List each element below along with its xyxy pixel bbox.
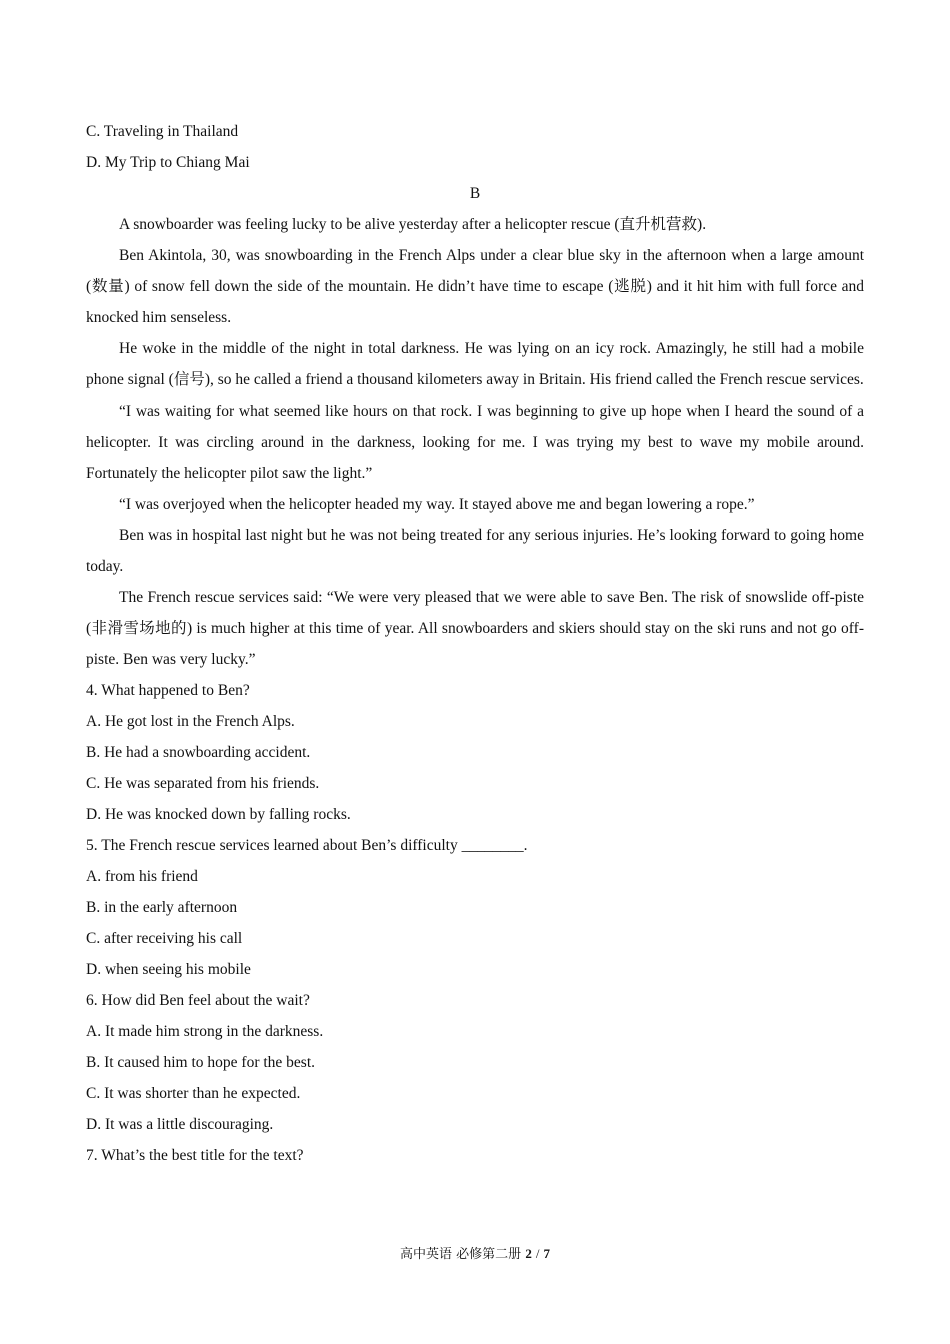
footer-label: 高中英语 必修第二册 (400, 1247, 522, 1262)
footer-page-number: 2 (525, 1246, 532, 1261)
passage-paragraph-4: “I was waiting for what seemed like hours on that rock. I was beginning to give up hope when I heard the sound of a helicopter. It was circling around in the darkness, looking for me. I was trying my best to wave my mobile around. Fortunately the helicopter pilot saw the light.” (86, 402, 864, 482)
question-5-stem: 5. The French rescue services learned about Ben’s difficulty ________. (86, 837, 528, 855)
question-5-option-d: D. when seeing his mobile (86, 961, 251, 979)
question-4-stem: 4. What happened to Ben? (86, 682, 250, 700)
question-7-stem: 7. What’s the best title for the text? (86, 1147, 304, 1165)
footer-separator: / (535, 1246, 540, 1261)
passage-paragraph-1: A snowboarder was feeling lucky to be alive yesterday after a helicopter rescue (直升机营救). (119, 216, 707, 233)
prev-option-c: C. Traveling in Thailand (86, 123, 239, 140)
passage-paragraph-5: “I was overjoyed when the helicopter headed my way. It stayed above me and began lowering a rope.” (119, 495, 755, 513)
question-4-option-d: D. He was knocked down by falling rocks. (86, 806, 351, 824)
question-4-option-b: B. He had a snowboarding accident. (86, 744, 311, 762)
question-5-option-c: C. after receiving his call (86, 930, 243, 948)
footer-page-total: 7 (543, 1246, 550, 1261)
question-4-option-a: A. He got lost in the French Alps. (86, 713, 295, 731)
section-letter: B (469, 185, 481, 202)
document-body (86, 116, 864, 1171)
question-5-option-a: A. from his friend (86, 868, 198, 886)
passage-paragraph-7: The French rescue services said: “We were very pleased that we were able to save Ben. The risk of snowslide off-piste (非滑雪场地的) is much higher at this time of year. All snowboarders and skiers should stay on the ski runs and not go off-piste. Ben was very lucky.” (86, 589, 864, 669)
prev-option-d: D. My Trip to Chiang Mai (86, 154, 250, 171)
question-6-option-b: B. It caused him to hope for the best. (86, 1054, 316, 1072)
passage-paragraph-6: Ben was in hospital last night but he was not being treated for any serious injuries. He’s looking forward to going home today. (86, 526, 864, 576)
passage-paragraph-2: Ben Akintola, 30, was snowboarding in the French Alps under a clear blue sky in the afternoon when a large amount (数量) of snow fell down the side of the mountain. He didn’t have time to escape (逃脱) and it hit him with full force and knocked him senseless. (86, 247, 864, 327)
question-6-option-d: D. It was a little discouraging. (86, 1116, 274, 1134)
page-footer (0, 1244, 950, 1265)
question-6-option-a: A. It made him strong in the darkness. (86, 1023, 324, 1041)
question-5-option-b: B. in the early afternoon (86, 899, 238, 917)
question-4-option-c: C. He was separated from his friends. (86, 775, 320, 793)
question-6-option-c: C. It was shorter than he expected. (86, 1085, 301, 1103)
question-6-stem: 6. How did Ben feel about the wait? (86, 992, 310, 1010)
passage-paragraph-3: He woke in the middle of the night in total darkness. He was lying on an icy rock. Amazingly, he still had a mobile phone signal (信号), so he called a friend a thousand kilometers away in Britain. His friend called the French rescue services. (86, 340, 864, 389)
